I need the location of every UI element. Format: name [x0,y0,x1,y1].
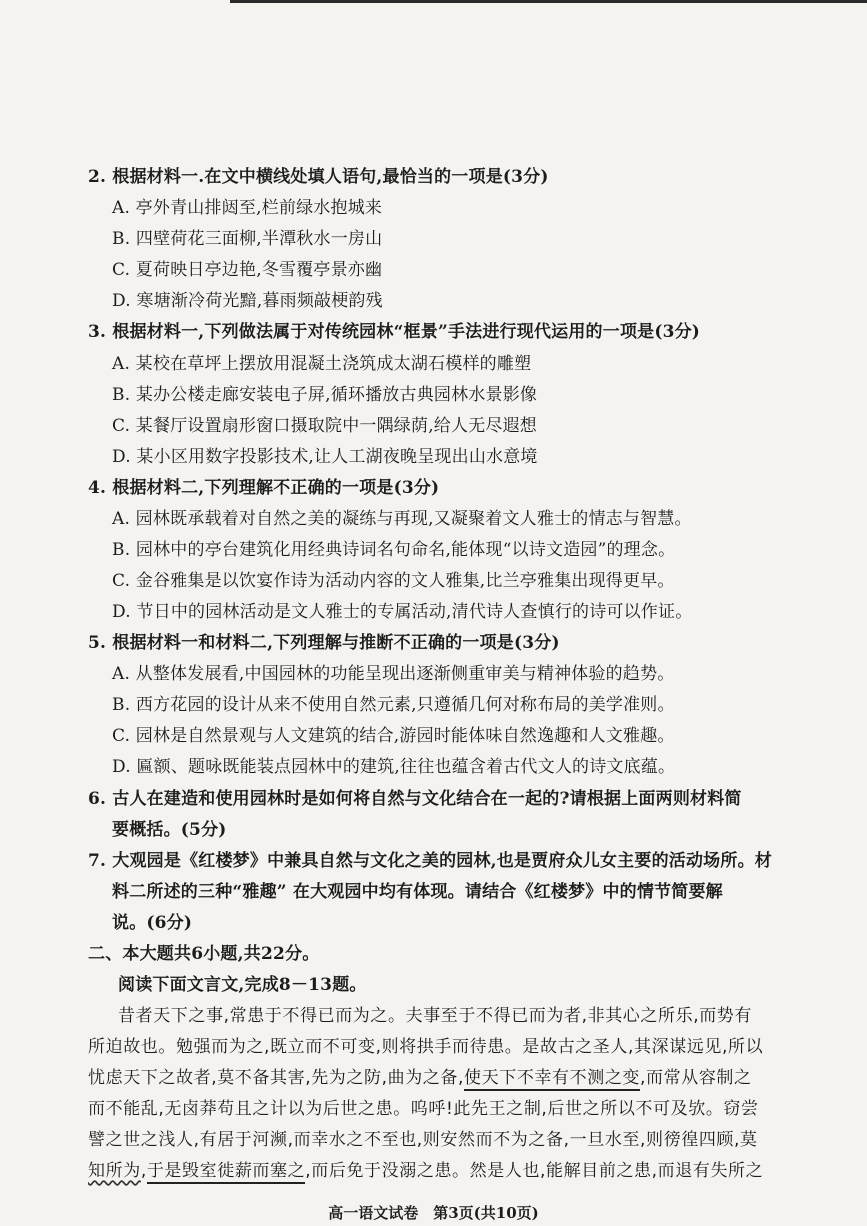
q4-option-b: B. 园林中的亭台建筑化用经典诗词名句命名,能体现“以诗文造园”的理念。 [112,540,676,560]
section-2-heading: 二、本大题共6小题,共22分。 [88,944,320,964]
q2-option-c: C. 夏荷映日亭边艳,冬雪覆亭景亦幽 [112,260,383,280]
q2-option-b: B. 四壁荷花三面柳,半潭秋水一房山 [112,229,383,249]
question-6-line-1: 6. 古人在建造和使用园林时是如何将自然与文化结合在一起的?请根据上面两则材料简 [88,789,742,809]
passage-line-1: 昔者天下之事,常患于不得已而为之。夫事至于不得已而为者,非其心之所乐,而势有 [118,1006,753,1026]
question-7-line-1: 7. 大观园是《红楼梦》中兼具自然与文化之美的园林,也是贾府众儿女主要的活动场所。材 [88,851,772,871]
q4-option-a: A. 园林既承载着对自然之美的凝练与再现,又凝聚着文人雅士的情志与智慧。 [112,509,692,529]
q3-option-c: C. 某餐厅设置扇形窗口摄取院中一隅绿荫,给人无尽遐想 [112,416,538,436]
question-6-line-2: 要概括。(5分) [112,820,227,840]
q5-option-b: B. 西方花园的设计从来不使用自然元素,只遵循几何对称布局的美学准则。 [112,695,675,715]
question-7-line-2: 料二所述的三种“雅趣” 在大观园中均有体现。请结合《红楼梦》中的情节简要解 [112,882,723,902]
passage-text: ,而常从容制之 [640,1068,752,1088]
passage-line-2: 所迫故也。勉强而为之,既立而不可变,则将拱手而待患。是故古之圣人,其深谋远见,所以 [88,1037,764,1057]
reading-instruction: 阅读下面文言文,完成8－13题。 [118,975,367,995]
q5-option-c: C. 园林是自然景观与人文建筑的结合,游园时能体味自然逸趣和人文雅趣。 [112,726,675,746]
q2-option-a: A. 亭外青山排闼至,栏前绿水抱城来 [112,198,383,218]
q3-option-d: D. 某小区用数字投影技术,让人工湖夜晚呈现出山水意境 [112,447,538,467]
passage-line-4: 而不能乱,无卤莽苟且之计以为后世之患。呜呼!此先王之制,后世之所以不可及欤。窃尝 [88,1099,759,1119]
q3-option-a: A. 某校在草坪上摆放用混凝土浇筑成太湖石模样的雕塑 [112,354,532,374]
page-footer: 高一语文试卷 第3页(共10页) [328,1204,539,1222]
question-4-stem: 4. 根据材料二,下列理解不正确的一项是(3分) [88,478,440,498]
question-3-stem: 3. 根据材料一,下列做法属于对传统园林“框景”手法进行现代运用的一项是(3分) [88,322,701,342]
passage-text: , [140,1161,147,1181]
question-2-stem: 2. 根据材料一.在文中横线处填人语句,最恰当的一项是(3分) [88,167,549,187]
underlined-sentence: 于是毁室徙薪而塞之 [147,1161,305,1184]
passage-text: ,而后免于没溺之患。然是人也,能解目前之患,而退有失所之 [305,1161,764,1181]
q3-option-b: B. 某办公楼走廊安装电子屏,循环播放古典园林水景影像 [112,385,538,405]
q4-option-d: D. 节日中的园林活动是文人雅士的专属活动,清代诗人查慎行的诗可以作证。 [112,602,693,622]
q5-option-d: D. 匾额、题咏既能装点园林中的建筑,往往也蕴含着古代文人的诗文底蕴。 [112,757,676,777]
passage-line-6 [88,1160,763,1182]
passage-text: 忧虑天下之故者,莫不备其害,先为之防,曲为之备, [88,1068,465,1088]
underlined-sentence: 使天下不幸有不测之变 [464,1068,640,1091]
question-7-line-3: 说。(6分) [112,913,193,933]
q5-option-a: A. 从整体发展看,中国园林的功能呈现出逐渐侧重审美与精神体验的趋势。 [112,664,675,684]
underlined-phrase: 知所为 [88,1161,141,1181]
q4-option-c: C. 金谷雅集是以饮宴作诗为活动内容的文人雅集,比兰亭雅集出现得更早。 [112,571,675,591]
passage-line-5: 譬之世之浅人,有居于河濒,而幸水之不至也,则安然而不为之备,一旦水至,则徬徨四顾,莫 [88,1130,758,1150]
passage-line-3 [88,1067,752,1089]
question-5-stem: 5. 根据材料一和材料二,下列理解与推断不正确的一项是(3分) [88,633,560,653]
q2-option-d: D. 寒塘渐冷荷光黯,暮雨频敲梗韵残 [112,291,383,311]
